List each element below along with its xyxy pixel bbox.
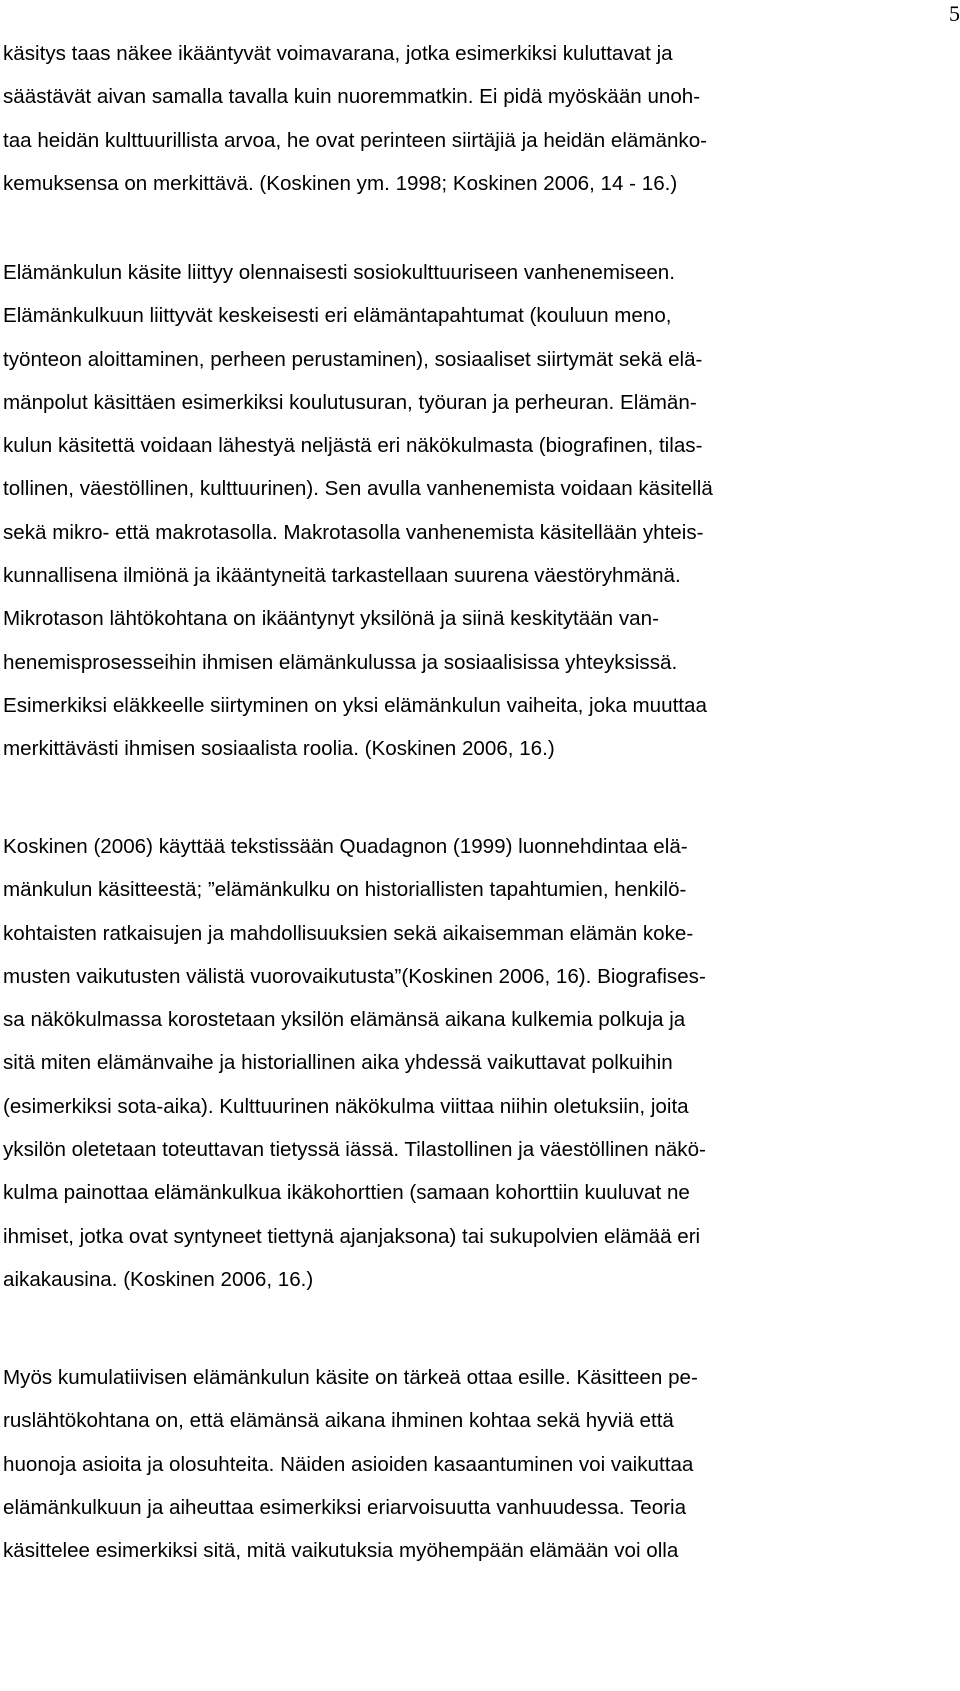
text-line: kulun käsitettä voidaan lähestyä neljästä eri näkökulmasta (biografinen, tilas- — [3, 434, 703, 458]
text-line: kulma painottaa elämänkulkua ikäkohorttien (samaan kohorttiin kuuluvat ne — [3, 1181, 690, 1205]
paragraph-1 — [3, 32, 903, 205]
text-line: tollinen, väestöllinen, kulttuurinen). Sen avulla vanhenemista voidaan käsitellä — [3, 477, 713, 501]
paragraph-4 — [3, 1356, 903, 1572]
text-line: Elämänkulun käsite liittyy olennaisesti sosiokulttuuriseen vanhenemiseen. — [3, 261, 675, 284]
text-line: henemisprosesseihin ihmisen elämänkulussa ja sosiaalisissa yhteyksissä. — [3, 650, 678, 674]
text-line: musten vaikutusten välistä vuorovaikutusta”(Koskinen 2006, 16). Biografises- — [3, 964, 706, 988]
text-line: mänkulun käsitteestä; ”elämänkulku on historiallisten tapahtumien, henkilö- — [3, 878, 687, 902]
text-line: sa näkökulmassa korostetaan yksilön elämänsä aikana kulkemia polkuja ja — [3, 1008, 686, 1032]
text-line: käsittelee esimerkiksi sitä, mitä vaikutuksia myöhempään elämään voi olla — [3, 1539, 679, 1563]
text-line: Elämänkulkuun liittyvät keskeisesti eri elämäntapahtumat (kouluun meno, — [3, 304, 672, 328]
text-line: huonoja asioita ja olosuhteita. Näiden asioiden kasaantuminen voi vaikuttaa — [3, 1452, 694, 1476]
text-line: aikakausina. (Koskinen 2006, 16.) — [3, 1267, 314, 1291]
text-line: kohtaisten ratkaisujen ja mahdollisuuksien sekä aikaisemman elämän koke- — [3, 921, 694, 945]
text-line: ihmiset, jotka ovat syntyneet tiettynä ajanjaksona) tai sukupolvien elämää eri — [3, 1224, 701, 1248]
text-line: työnteon aloittaminen, perheen perustaminen), sosiaaliset siirtymät sekä elä- — [3, 347, 703, 371]
text-line: sekä mikro- että makrotasolla. Makrotasolla vanhenemista käsitellään yhteis- — [3, 520, 704, 544]
text-line: yksilön oletetaan toteuttavan tietyssä iässä. Tilastollinen ja väestöllinen näkö- — [3, 1138, 706, 1162]
text-line: mänpolut käsittäen esimerkiksi koulutusuran, työuran ja perheuran. Elämän- — [3, 390, 697, 414]
text-line: Mikrotason lähtökohtana on ikääntynyt yksilönä ja siinä keskitytään van- — [3, 607, 659, 631]
text-line: käsitys taas näkee ikääntyvät voimavarana, jotka esimerkiksi kuluttavat ja — [3, 42, 673, 65]
text-line: Esimerkiksi eläkkeelle siirtyminen on yksi elämänkulun vaiheita, joka muuttaa — [3, 693, 707, 717]
text-line: taa heidän kulttuurillista arvoa, he ovat perinteen siirtäjiä ja heidän elämänko- — [3, 128, 708, 152]
page-number: 5 — [949, 1, 960, 26]
text-line: kunnallisena ilmiönä ja ikääntyneitä tarkastellaan suurena väestöryhmänä. — [3, 564, 681, 588]
text-line: Koskinen (2006) käyttää tekstissään Quadagnon (1999) luonnehdintaa elä- — [3, 835, 688, 858]
text-line: elämänkulkuun ja aiheuttaa esimerkiksi eriarvoisuutta vanhuudessa. Teoria — [3, 1495, 687, 1519]
text-line: merkittävästi ihmisen sosiaalista roolia. (Koskinen 2006, 16.) — [3, 737, 555, 761]
text-line: säästävät aivan samalla tavalla kuin nuoremmatkin. Ei pidä myöskään unoh- — [3, 85, 701, 109]
paragraph-3 — [3, 825, 903, 1301]
paragraph-2 — [3, 251, 903, 771]
text-line: ruslähtökohtana on, että elämänsä aikana ihminen kohtaa sekä hyviä että — [3, 1409, 674, 1433]
text-line: kemuksensa on merkittävä. (Koskinen ym. 1998; Koskinen 2006, 14 - 16.) — [3, 171, 678, 195]
text-line: sitä miten elämänvaihe ja historiallinen aika yhdessä vaikuttavat polkuihin — [3, 1051, 673, 1075]
text-line: (esimerkiksi sota-aika). Kulttuurinen näkökulma viittaa niihin oletuksiin, joita — [3, 1094, 689, 1118]
text-line: Myös kumulatiivisen elämänkulun käsite on tärkeä ottaa esille. Käsitteen pe- — [3, 1366, 698, 1389]
